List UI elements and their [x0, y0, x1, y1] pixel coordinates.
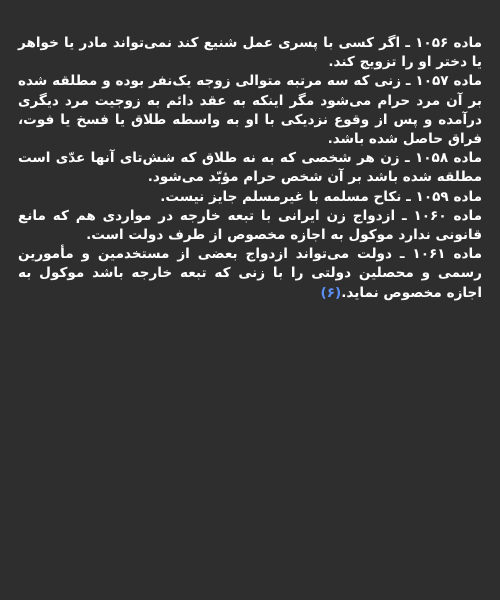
article-1061-text: ماده ۱۰۶۱ ـ دولت می‌تواند ازدواج بعضی از مستخدمین و مأمورین رسمی و محصلین دولتی را با زنی که تبعه خارجه باشد موکول به اجازه مخصوص نماید.: [18, 246, 482, 301]
article-1056: ماده ۱۰۵۶ ـ اگر کسی با پسری عمل شنیع کند نمی‌تواند مادر یا خواهر یا دختر او را تزویج کند.: [18, 35, 482, 71]
article-1059: ماده ۱۰۵۹ ـ نکاح مسلمه با غیرمسلم جایز نیست.: [160, 188, 482, 205]
article-1060: ماده ۱۰۶۰ ـ ازدواج زن ایرانی با تبعه خارجه در مواردی هم که مانع قانونی ندارد موکول به اجازه مخصوص از طرف دولت است.: [18, 207, 482, 244]
article-1061: [18, 245, 482, 303]
article-1058: ماده ۱۰۵۸ ـ زن هر شخصی که به نه طلاق که شش‌تای آنها عدّی است مطلقه شده باشد بر آن شخص حرام مؤبّد می‌شود.: [18, 150, 482, 186]
article-1057: ماده ۱۰۵۷ ـ زنی که سه مرتبه متوالی زوجه یک‌نفر بوده و مطلقه شده بر آن مرد حرام می‌شود مگر اینکه به عقد دائم به زوجیت مرد دیگری درآمده و پس از وقوع نزدیکی با او به واسطه طلاق یا فسخ یا فوت، فراق حاصل شده باشد.: [18, 73, 482, 148]
footnote-reference-link[interactable]: (۶): [320, 284, 342, 301]
